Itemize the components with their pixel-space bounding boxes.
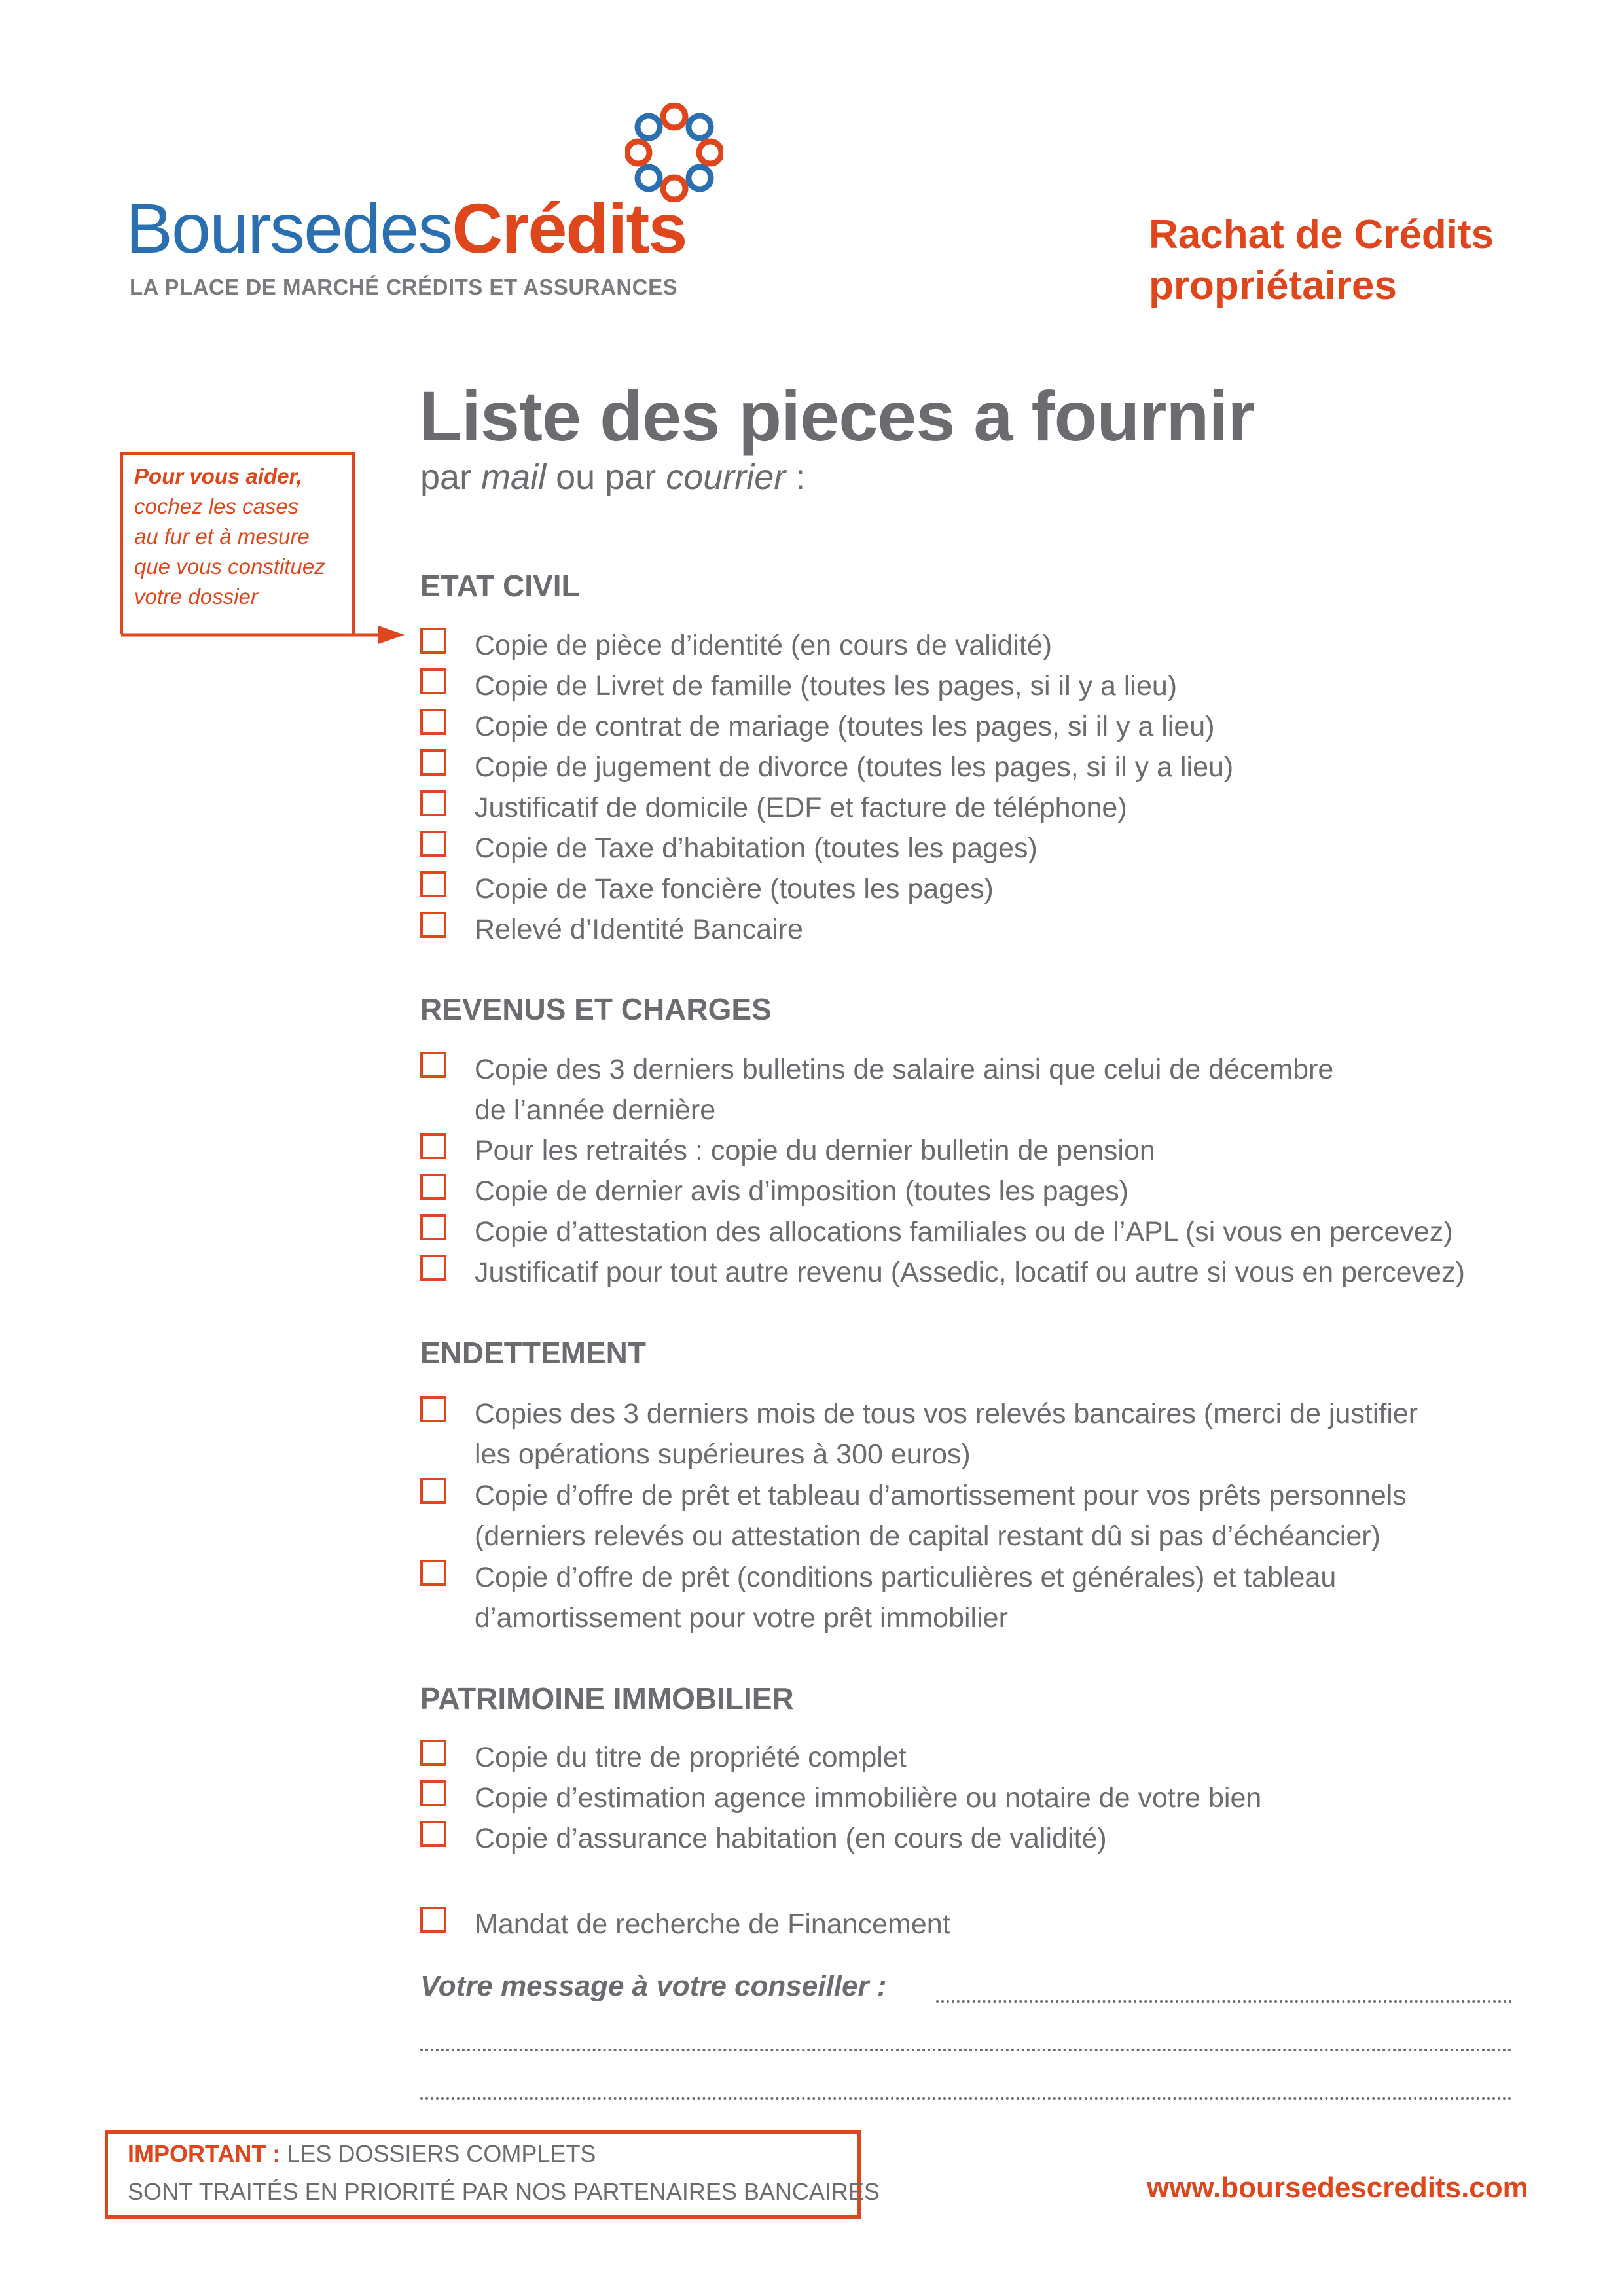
subtitle-part5: :	[785, 457, 806, 497]
item-text-line2: de l’année dernière	[475, 1094, 716, 1126]
item-text: Copie de Taxe foncière (toutes les pages)	[475, 873, 994, 905]
item-text: Copie de Taxe d’habitation (toutes les pages)	[475, 833, 1038, 864]
checkbox[interactable]	[420, 1478, 446, 1504]
subtitle-part3: ou par	[546, 457, 666, 497]
checkbox[interactable]	[420, 1133, 446, 1159]
item-text-line1: Copie d’offre de prêt et tableau d’amortissement pour vos prêts personnels	[475, 1480, 1407, 1511]
page-title: Liste des pieces a fournir	[419, 376, 1255, 456]
item-text: Copie du titre de propriété complet	[475, 1742, 907, 1773]
item-text: Justificatif de domicile (EDF et facture de téléphone)	[475, 792, 1127, 823]
checkbox[interactable]	[420, 628, 446, 654]
page-subtitle	[420, 457, 805, 497]
item-text: Mandat de recherche de Financement	[475, 1909, 950, 1940]
item-text	[475, 1475, 1407, 1556]
section-title-patrimoine: PATRIMOINE IMMOBILIER	[420, 1681, 794, 1715]
important-line2: SONT TRAITÉS EN PRIORITÉ PAR NOS PARTENAIRES BANCAIRES	[128, 2178, 880, 2205]
subtitle-courrier: courrier	[666, 457, 786, 497]
checkbox[interactable]	[420, 1560, 446, 1586]
checkbox[interactable]	[420, 1780, 446, 1806]
brand-tagline: LA PLACE DE MARCHÉ CRÉDITS ET ASSURANCES	[130, 275, 678, 299]
item-text-line2: d’amortissement pour votre prêt immobilier	[475, 1602, 1008, 1634]
item-text: Copie de dernier avis d’imposition (toutes les pages)	[475, 1175, 1129, 1207]
website-link[interactable]: www.boursedescredits.com	[1147, 2172, 1528, 2204]
item-text: Copie de contrat de mariage (toutes les pages, si il y a lieu)	[475, 711, 1215, 742]
checkbox[interactable]	[420, 1740, 446, 1766]
item-text: Relevé d’Identité Bancaire	[475, 914, 803, 945]
item-text: Copie de pièce d’identité (en cours de validité)	[475, 630, 1053, 661]
message-line[interactable]	[420, 2049, 1512, 2051]
checkbox[interactable]	[420, 1396, 446, 1422]
item-text: Justificatif pour tout autre revenu (Assedic, locatif ou autre si vous en percevez)	[475, 1257, 1465, 1288]
checkbox[interactable]	[420, 749, 446, 776]
message-label: Votre message à votre conseiller :	[420, 1970, 887, 2002]
checkbox[interactable]	[420, 1052, 446, 1078]
item-text-line1: Copie d’offre de prêt (conditions particulières et générales) et tableau	[475, 1562, 1337, 1593]
checkbox[interactable]	[420, 912, 446, 938]
checkbox[interactable]	[420, 871, 446, 897]
message-line[interactable]	[420, 2097, 1512, 2100]
helper-text	[134, 461, 325, 612]
subtitle-part1: par	[420, 457, 482, 497]
checkbox[interactable]	[420, 831, 446, 857]
message-line[interactable]	[936, 2000, 1512, 2003]
helper-line1: Pour vous aider,	[134, 464, 302, 488]
important-line1	[128, 2140, 596, 2168]
item-text: Copie de jugement de divorce (toutes les pages, si il y a lieu)	[475, 751, 1234, 783]
header-line1: Rachat de Crédits	[1149, 212, 1494, 257]
checkbox[interactable]	[420, 1214, 446, 1240]
important-label: IMPORTANT :	[128, 2140, 287, 2167]
helper-line2: cochez les cases	[134, 494, 299, 518]
item-text: Copie d’attestation des allocations familiales ou de l’APL (si vous en percevez)	[475, 1216, 1453, 1247]
brand-logo	[126, 188, 687, 268]
item-text: Copie de Livret de famille (toutes les pages, si il y a lieu)	[475, 670, 1178, 702]
item-text-line2: les opérations supérieures à 300 euros)	[475, 1439, 971, 1470]
header-line2: propriétaires	[1149, 263, 1398, 308]
helper-line3: au fur et à mesure	[134, 524, 310, 548]
item-text	[475, 1557, 1336, 1638]
section-title-etat-civil: ETAT CIVIL	[420, 569, 580, 603]
checkbox[interactable]	[420, 790, 446, 816]
arrow-right-icon	[120, 623, 408, 647]
item-text	[475, 1049, 1333, 1130]
brand-name-part1: Boursedes	[126, 188, 452, 268]
item-text: Copie d’assurance habitation (en cours de validité)	[475, 1823, 1107, 1854]
section-title-revenus: REVENUS ET CHARGES	[420, 992, 772, 1026]
helper-line4: que vous constituez	[134, 554, 325, 579]
interlocking-rings-icon	[625, 103, 723, 202]
checkbox[interactable]	[420, 1255, 446, 1281]
subtitle-mail: mail	[481, 457, 547, 497]
item-text: Copie d’estimation agence immobilière ou notaire de votre bien	[475, 1782, 1262, 1814]
helper-line5: votre dossier	[134, 584, 258, 609]
section-title-endettement: ENDETTEMENT	[420, 1336, 646, 1370]
item-text-line2: (derniers relevés ou attestation de capital restant dû si pas d’échéancier)	[475, 1520, 1380, 1552]
brand-name-part2: Crédits	[452, 188, 687, 268]
checkbox[interactable]	[420, 1821, 446, 1847]
checkbox[interactable]	[420, 709, 446, 735]
document-header	[1149, 209, 1494, 312]
item-text: Pour les retraités : copie du dernier bulletin de pension	[475, 1135, 1155, 1166]
item-text-line1: Copie des 3 derniers bulletins de salaire ainsi que celui de décembre	[475, 1054, 1334, 1085]
important-text1: LES DOSSIERS COMPLETS	[287, 2140, 596, 2167]
checkbox[interactable]	[420, 1907, 446, 1933]
item-text	[475, 1393, 1418, 1475]
checkbox[interactable]	[420, 1174, 446, 1200]
item-text-line1: Copies des 3 derniers mois de tous vos relevés bancaires (merci de justifier	[475, 1398, 1418, 1429]
checkbox[interactable]	[420, 668, 446, 694]
